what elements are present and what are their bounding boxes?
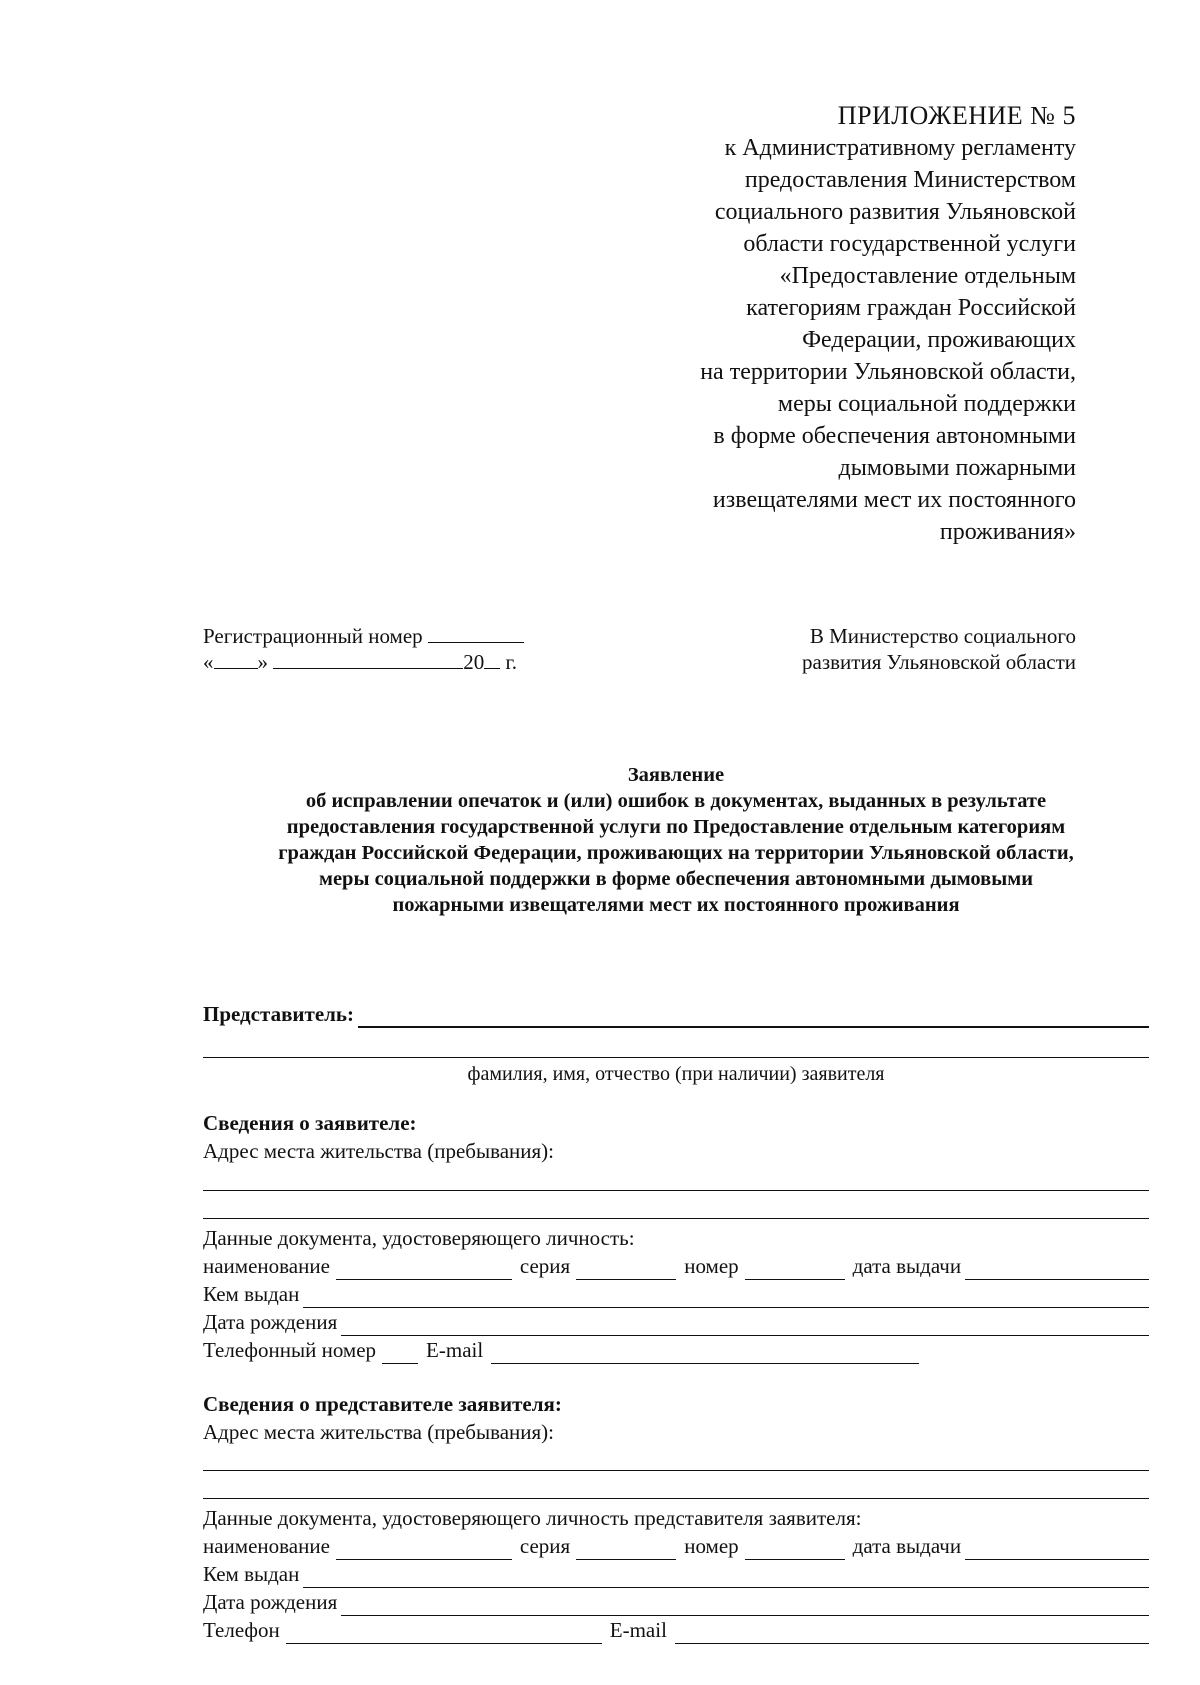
rep-document-label: Данные документа, удостоверяющего личность представителя заявителя: — [203, 1506, 862, 1530]
rep-document-row — [203, 1532, 1149, 1560]
rep-document-issue-date-field[interactable] — [965, 1539, 1149, 1560]
rep-document-issue-date-label: дата выдачи — [852, 1534, 962, 1558]
rep-section-title: Сведения о представителе заявителя: — [203, 1392, 562, 1416]
issued-by-label: Кем выдан — [203, 1282, 300, 1306]
date-month-field[interactable] — [273, 650, 463, 669]
rep-document-number-field[interactable] — [745, 1541, 845, 1560]
rep-phone-label: Телефон — [203, 1618, 280, 1642]
rep-document-name-field[interactable] — [336, 1541, 512, 1560]
document-series-field[interactable] — [576, 1261, 676, 1280]
birth-date-field[interactable] — [341, 1315, 1149, 1336]
birth-date-label: Дата рождения — [203, 1310, 338, 1334]
email-label: E-mail — [426, 1338, 484, 1362]
document-name-field[interactable] — [336, 1261, 512, 1280]
heading-line: об исправлении опечаток и (или) ошибок в документах, выданных в результате — [305, 790, 1047, 812]
applicant-address-label: Адрес места жительства (пребывания): — [203, 1139, 555, 1163]
rep-document-number-label: номер — [684, 1534, 739, 1558]
representative-row — [203, 1000, 1149, 1028]
appendix-line: на территории Ульяновской области, — [700, 359, 1076, 385]
registration-number-row — [203, 623, 563, 649]
registration-number-field[interactable] — [428, 624, 524, 643]
representative-field[interactable] — [358, 1006, 1149, 1028]
document-heading — [203, 762, 1149, 918]
applicant-birth-date-row — [203, 1308, 1149, 1336]
ministry-block — [656, 623, 1076, 675]
registration-block — [203, 623, 563, 675]
rep-contact-row — [203, 1616, 1149, 1644]
applicant-issued-by-row — [203, 1280, 1149, 1308]
appendix-title: ПРИЛОЖЕНИЕ № 5 — [837, 101, 1076, 130]
rep-document-series-label: серия — [519, 1534, 571, 1558]
appendix-line: Федерации, проживающих — [802, 327, 1076, 353]
representative-caption: фамилия, имя, отчество (при наличии) заявителя — [467, 1063, 885, 1085]
registration-number-label: Регистрационный номер — [203, 624, 423, 648]
applicant-contact-row — [203, 1336, 1149, 1364]
document-number-field[interactable] — [745, 1261, 845, 1280]
rep-birth-date-label: Дата рождения — [203, 1590, 338, 1614]
appendix-line: предоставления Министерством — [744, 167, 1076, 193]
rep-email-label: E-mail — [609, 1618, 667, 1642]
appendix-line: извещателями мест их постоянного — [712, 487, 1076, 513]
issued-by-field[interactable] — [303, 1287, 1149, 1308]
appendix-line: «Предоставление отдельным — [779, 263, 1076, 289]
applicant-section-title: Сведения о заявителе: — [203, 1111, 417, 1135]
rep-address-line-1[interactable] — [203, 1470, 1149, 1471]
rep-address-line-2[interactable] — [203, 1498, 1149, 1499]
document-series-label: серия — [519, 1254, 571, 1278]
heading-line: граждан Российской Федерации, проживающих на территории Ульяновской области, — [278, 842, 1074, 864]
heading-line: пожарными извещателями мест их постоянного проживания — [392, 894, 960, 916]
appendix-line: категориям граждан Российской — [746, 295, 1076, 321]
heading-line: предоставления государственной услуги по Предоставление отдельным категориям — [286, 816, 1066, 838]
rep-address-label: Адрес места жительства (пребывания): — [203, 1420, 555, 1444]
appendix-line: области государственной услуги — [743, 231, 1076, 257]
registration-date-row — [203, 649, 563, 675]
applicant-address-line-2[interactable] — [203, 1218, 1149, 1219]
date-year-field[interactable] — [484, 650, 500, 669]
representative-field-line-2[interactable] — [203, 1057, 1149, 1058]
year-suffix: г. — [505, 650, 517, 674]
rep-issued-by-label: Кем выдан — [203, 1562, 300, 1586]
appendix-block — [556, 100, 1076, 548]
applicant-document-row — [203, 1252, 1149, 1280]
date-close-quote: » — [257, 650, 268, 674]
year-prefix: 20 — [463, 650, 485, 674]
appendix-line: социального развития Ульяновской — [714, 199, 1076, 225]
date-day-field[interactable] — [214, 650, 258, 669]
applicant-address-line-1[interactable] — [203, 1190, 1149, 1191]
document-name-label: наименование — [203, 1254, 330, 1278]
ministry-line: развития Ульяновской области — [802, 650, 1076, 674]
document-issue-date-label: дата выдачи — [852, 1254, 962, 1278]
representative-label: Представитель: — [203, 1002, 355, 1026]
appendix-line: в форме обеспечения автономными — [713, 423, 1076, 449]
rep-birth-date-row — [203, 1588, 1149, 1616]
rep-email-field[interactable] — [675, 1623, 1149, 1644]
appendix-line: дымовыми пожарными — [838, 455, 1076, 481]
phone-field[interactable] — [382, 1345, 418, 1364]
appendix-line: меры социальной поддержки — [777, 391, 1076, 417]
document-number-label: номер — [684, 1254, 739, 1278]
ministry-line: В Министерство социального — [809, 624, 1076, 648]
rep-document-series-field[interactable] — [576, 1541, 676, 1560]
rep-birth-date-field[interactable] — [341, 1595, 1149, 1616]
applicant-document-label: Данные документа, удостоверяющего личность: — [203, 1226, 635, 1250]
rep-document-name-label: наименование — [203, 1534, 330, 1558]
rep-phone-field[interactable] — [286, 1625, 602, 1644]
rep-issued-by-row — [203, 1560, 1149, 1588]
heading-line: меры социальной поддержки в форме обеспечения автономными дымовыми — [318, 868, 1034, 890]
email-field[interactable] — [491, 1345, 919, 1364]
phone-label: Телефонный номер — [203, 1338, 377, 1362]
rep-issued-by-field[interactable] — [303, 1567, 1149, 1588]
heading-title: Заявление — [627, 764, 725, 786]
appendix-line: к Административному регламенту — [724, 135, 1076, 161]
document-issue-date-field[interactable] — [965, 1259, 1149, 1280]
date-open-quote: « — [203, 650, 214, 674]
appendix-line: проживания» — [939, 519, 1076, 545]
